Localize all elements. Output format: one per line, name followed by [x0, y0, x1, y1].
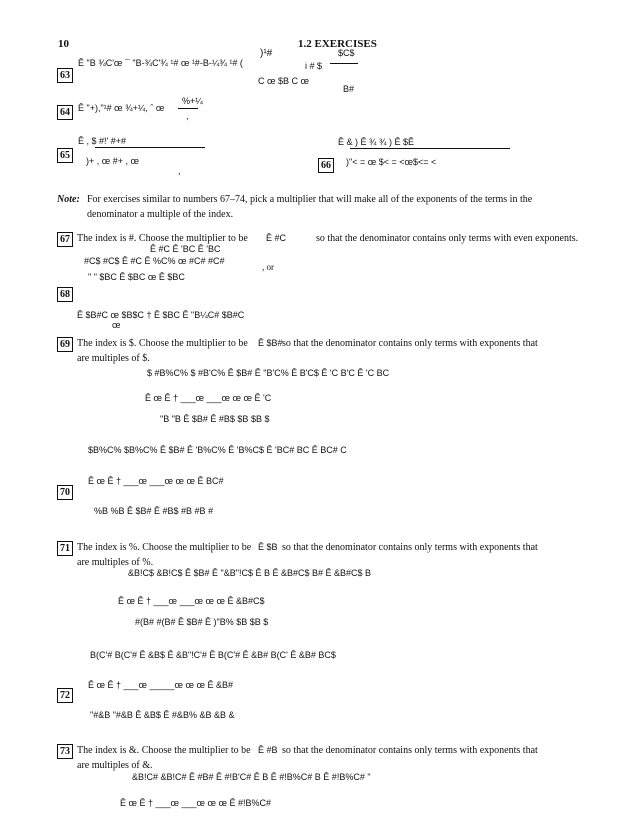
exercise-69-tail: so that the denominator contains only terms with exponents that	[282, 338, 538, 349]
exercise-73-row-1: &B!C# &B!C# Ê #B# Ê #!B'C# Ê B Ê #!B%C# B Ê #!B%C# "	[132, 772, 371, 782]
exercise-64-frac-bottom: ,	[186, 111, 189, 121]
exercise-71-line-2: are multiples of %.	[77, 557, 154, 568]
exercise-69-row-1: $ #B%C% $ #B'C% Ê $B# Ê "B'C% Ê B'C$ Ê 'C B'C Ê 'C BC	[147, 368, 390, 378]
exercise-65-tail: ,	[178, 166, 181, 176]
exercise-number-71: 71	[57, 541, 73, 556]
exercise-63-frac-top: $C$	[338, 48, 355, 58]
exercise-71-multiplier: Ê $B	[258, 542, 278, 552]
exercise-71-tail: so that the denominator contains only terms with exponents that	[282, 542, 538, 553]
exercise-67-row-2: #C$ #C$ Ê #C Ê %C% œ #C# #C#	[84, 256, 225, 266]
exercise-73-tail: so that the denominator contains only terms with exponents that	[282, 745, 538, 756]
exercise-69-row-2: Ê œ Ê † ___œ ___œ œ œ Ê 'C	[145, 393, 272, 403]
exercise-63-frac-mid: i # $	[305, 61, 323, 71]
exercise-63-paren: )¹#	[260, 48, 273, 59]
exercise-73-row-2: Ê œ Ê † ___œ ___œ œ œ Ê #!B%C#	[120, 798, 272, 808]
exercise-66-expression-bottom: )"< = œ $< = <œ$<= <	[346, 157, 437, 167]
exercise-66-expression-top: Ê & ) Ê ¾ ¾ ) Ê $Ê	[338, 137, 415, 147]
section-title: 1.2 EXERCISES	[298, 38, 377, 50]
exercise-65-expression-top: Ê , $ #!' #+#	[78, 136, 127, 146]
exercise-72-row-3: "#&B "#&B Ê &B$ Ê #&B% &B &B &	[90, 710, 235, 720]
exercise-69-line-2: are multiples of $.	[77, 353, 150, 364]
fraction-bar	[178, 108, 198, 109]
exercise-67-row-3: " " $BC Ê $BC œ Ê $BC	[88, 272, 185, 282]
exercise-number-64: 64	[57, 105, 73, 120]
exercise-number-70: 70	[57, 485, 73, 500]
exercise-70-row-2: Ê œ Ê † ___œ ___œ œ œ Ê BC#	[88, 476, 224, 486]
note-label: Note:	[57, 194, 80, 205]
exercise-68-small: œ	[112, 320, 121, 330]
exercise-71-row-1: &B!C$ &B!C$ Ê $B# Ê "&B"!C$ Ê B Ê &B#C$ B# Ê &B#C$ B	[128, 568, 372, 578]
exercise-number-65: 65	[57, 148, 73, 163]
exercise-number-63: 63	[57, 68, 73, 83]
exercise-number-72: 72	[57, 688, 73, 703]
exercise-73-instruction: The index is &. Choose the multiplier to be	[77, 745, 251, 756]
exercise-67-tail: so that the denominator contains only terms with even exponents.	[316, 233, 579, 244]
fraction-bar	[95, 147, 205, 148]
exercise-63-frac-bottom: B#	[343, 84, 355, 94]
exercise-67-multiplier: Ê #C	[266, 233, 287, 243]
exercise-67-instruction: The index is #. Choose the multiplier to be	[77, 233, 248, 244]
exercise-71-instruction: The index is %. Choose the multiplier to be	[77, 542, 252, 553]
exercise-number-69: 69	[57, 337, 73, 352]
exercise-71-row-2: Ê œ Ê † ___œ ___œ œ œ Ê &B#C$	[118, 596, 265, 606]
exercise-73-multiplier: Ê #B	[258, 745, 278, 755]
exercise-number-66: 66	[318, 158, 334, 173]
exercise-67-or: , or	[262, 262, 274, 272]
exercise-72-row-1: B(C'# B(C'# Ê &B$ Ê &B"!C'# Ê B(C'# Ê &B# B(C' Ê &B# BC$	[90, 650, 336, 660]
exercise-63-rhs: C œ $B C œ	[258, 76, 309, 86]
exercise-68-expression: Ê $B#C œ $B$C † Ê $BC Ê "B¼C# $B#C	[77, 310, 245, 320]
exercise-73-line-2: are multiples of &.	[77, 760, 153, 771]
exercise-67-row-1: Ê #C Ê 'BC Ê 'BC	[150, 244, 221, 254]
note-line-2: denominator a multiple of the index.	[87, 209, 234, 220]
page-number: 10	[58, 38, 69, 50]
exercise-72-row-2: Ê œ Ê † ___œ _____œ œ œ Ê &B#	[88, 680, 234, 690]
exercise-69-multiplier: Ê $B#	[258, 338, 283, 348]
exercise-64-expression: Ê "+),"¹# œ ¾+¼, ˆ œ	[78, 103, 165, 113]
exercise-65-expression-bottom: )+ , œ #+ , œ	[86, 156, 140, 166]
fraction-bar	[350, 148, 510, 149]
exercise-number-68: 68	[57, 287, 73, 302]
exercise-number-73: 73	[57, 744, 73, 759]
exercise-69-row-3: "B "B Ê $B# Ê #B$ $B $B $	[160, 414, 270, 424]
exercise-64-frac-top: %+¼	[182, 96, 203, 106]
fraction-bar	[330, 63, 358, 64]
exercise-70-row-3: %B %B Ê $B# Ê #B$ #B #B #	[94, 506, 214, 516]
exercise-63-expression: Ê "B ¾C'œ ¯ "B-¾C'¾ ¹# œ ¹#-B-¼¾ ¹# (	[78, 58, 243, 68]
exercise-number-67: 67	[57, 232, 73, 247]
exercise-71-row-3: #(B# #(B# Ê $B# Ê )"B% $B $B $	[135, 617, 269, 627]
exercise-70-row-1: $B%C% $B%C% Ê $B# Ê 'B%C% Ê 'B%C$ Ê 'BC# BC Ê BC# C	[88, 445, 347, 455]
exercise-69-instruction: The index is $. Choose the multiplier to be	[77, 338, 248, 349]
note-line-1: For exercises similar to numbers 67–74, pick a multiplier that will make all of the exponents of the terms in the	[87, 194, 533, 205]
